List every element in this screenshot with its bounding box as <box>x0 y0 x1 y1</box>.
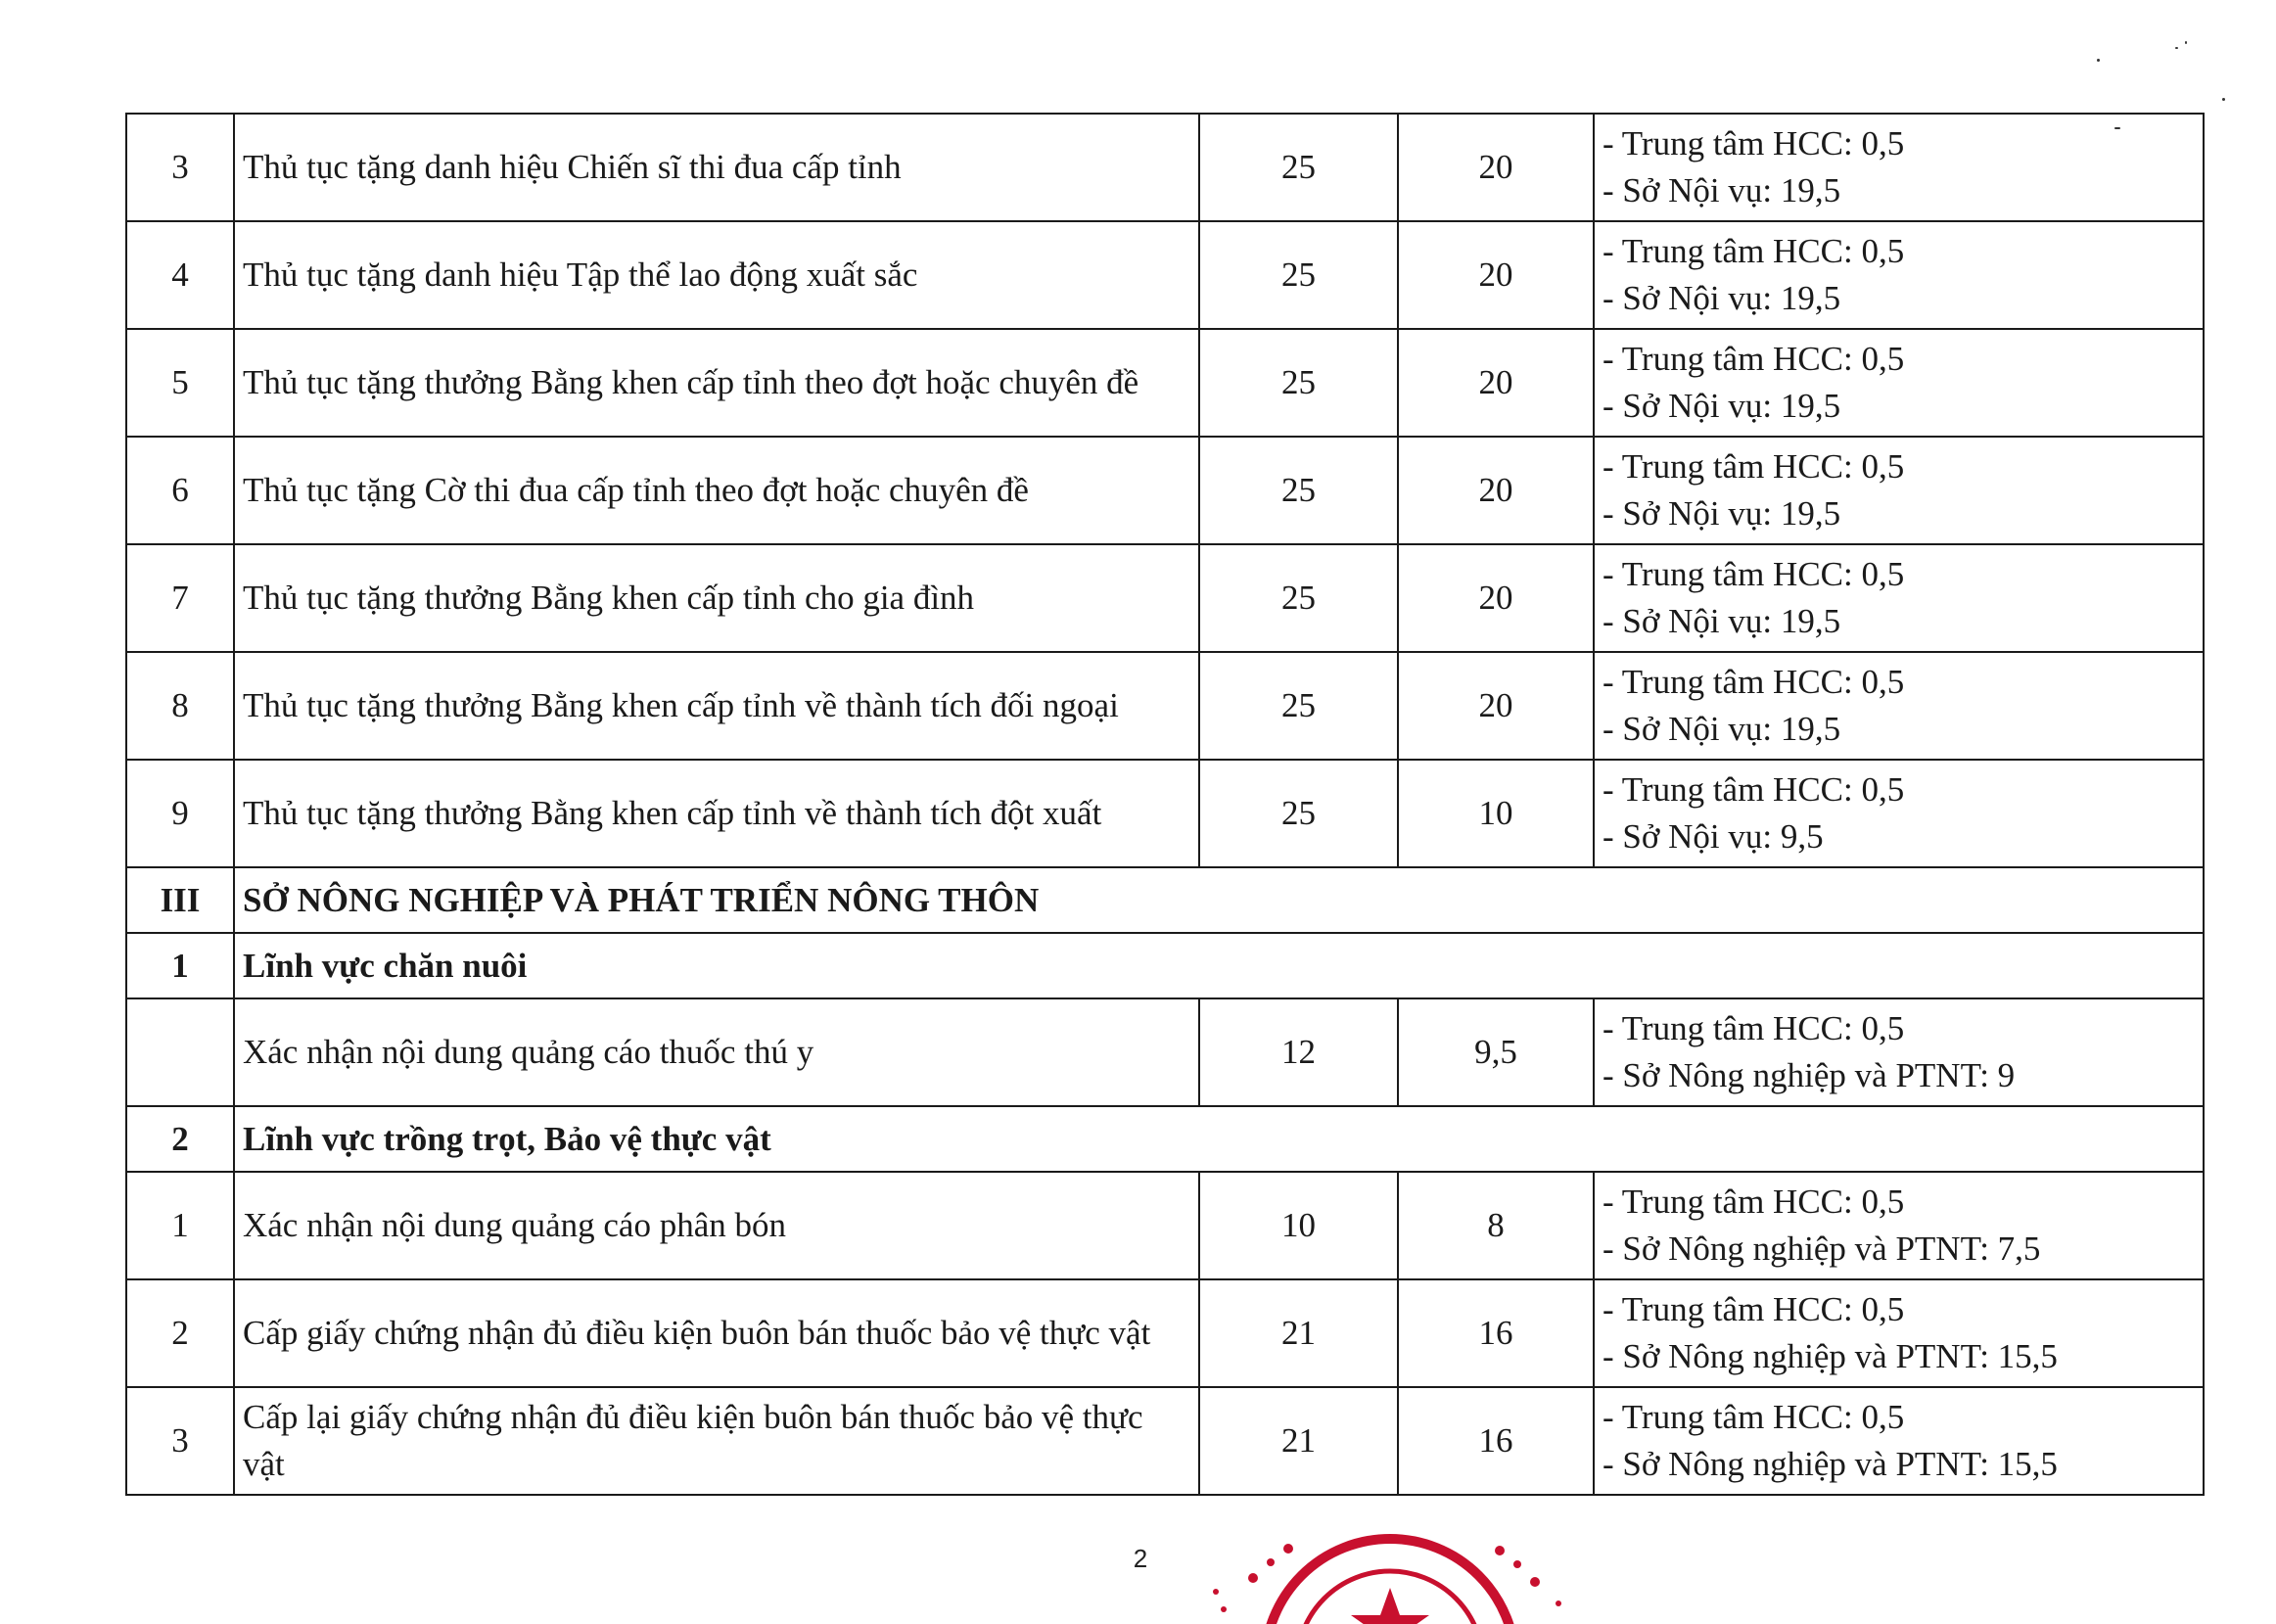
note-line-hcc: - Trung tâm HCC: 0,5 <box>1602 770 1905 809</box>
row-stt: 6 <box>126 437 234 544</box>
total-days: 25 <box>1199 544 1398 652</box>
time-allocation <box>1594 437 2204 544</box>
procedure-name: Xác nhận nội dung quảng cáo thuốc thú y <box>234 998 1199 1106</box>
time-allocation <box>1594 652 2204 760</box>
section-heading-row <box>126 867 2204 933</box>
table-row <box>126 544 2204 652</box>
total-days: 21 <box>1199 1387 1398 1495</box>
scan-speck <box>2175 47 2178 49</box>
row-stt: 3 <box>126 1387 234 1495</box>
reduced-days: 20 <box>1398 221 1594 329</box>
row-stt: 4 <box>126 221 234 329</box>
total-days: 25 <box>1199 114 1398 221</box>
total-days: 21 <box>1199 1279 1398 1387</box>
procedure-name: Cấp lại giấy chứng nhận đủ điều kiện buôn bán thuốc bảo vệ thực vật <box>234 1387 1199 1495</box>
reduced-days: 20 <box>1398 437 1594 544</box>
reduced-days: 9,5 <box>1398 998 1594 1106</box>
table-row <box>126 1279 2204 1387</box>
row-stt: 8 <box>126 652 234 760</box>
scan-speck <box>2114 127 2120 129</box>
field-number: 2 <box>126 1106 234 1172</box>
time-allocation <box>1594 544 2204 652</box>
row-stt: 9 <box>126 760 234 867</box>
note-line-dept: - Sở Nông nghiệp và PTNT: 9 <box>1602 1056 2016 1094</box>
procedure-name: Thủ tục tặng danh hiệu Tập thể lao động xuất sắc <box>234 221 1199 329</box>
reduced-days: 20 <box>1398 329 1594 437</box>
table-row <box>126 1172 2204 1279</box>
procedure-name: Xác nhận nội dung quảng cáo phân bón <box>234 1172 1199 1279</box>
note-line-dept: - Sở Nội vụ: 19,5 <box>1602 494 1841 533</box>
note-line-dept: - Sở Nội vụ: 19,5 <box>1602 602 1841 640</box>
total-days: 25 <box>1199 437 1398 544</box>
note-line-hcc: - Trung tâm HCC: 0,5 <box>1602 447 1905 486</box>
time-allocation <box>1594 760 2204 867</box>
procedure-name: Thủ tục tặng Cờ thi đua cấp tỉnh theo đợt hoặc chuyên đề <box>234 437 1199 544</box>
note-line-dept: - Sở Nội vụ: 9,5 <box>1602 817 1824 856</box>
note-line-dept: - Sở Nội vụ: 19,5 <box>1602 387 1841 425</box>
time-allocation <box>1594 221 2204 329</box>
procedure-name: Thủ tục tặng thưởng Bằng khen cấp tỉnh về thành tích đối ngoại <box>234 652 1199 760</box>
table-row <box>126 114 2204 221</box>
reduced-days: 16 <box>1398 1387 1594 1495</box>
table-row <box>126 329 2204 437</box>
procedures-table <box>125 113 2205 1496</box>
table-row <box>126 1387 2204 1495</box>
row-stt: 3 <box>126 114 234 221</box>
field-title: Lĩnh vực chăn nuôi <box>234 933 2204 998</box>
procedure-name: Thủ tục tặng thưởng Bằng khen cấp tỉnh cho gia đình <box>234 544 1199 652</box>
note-line-dept: - Sở Nông nghiệp và PTNT: 15,5 <box>1602 1445 2058 1483</box>
note-line-hcc: - Trung tâm HCC: 0,5 <box>1602 340 1905 378</box>
time-allocation <box>1594 1387 2204 1495</box>
note-line-dept: - Sở Nội vụ: 19,5 <box>1602 279 1841 317</box>
scan-speck <box>2222 98 2225 101</box>
note-line-hcc: - Trung tâm HCC: 0,5 <box>1602 1183 1905 1221</box>
total-days: 12 <box>1199 998 1398 1106</box>
time-allocation <box>1594 998 2204 1106</box>
reduced-days: 20 <box>1398 544 1594 652</box>
procedure-name: Thủ tục tặng danh hiệu Chiến sĩ thi đua cấp tỉnh <box>234 114 1199 221</box>
field-heading-row <box>126 933 2204 998</box>
procedure-name: Cấp giấy chứng nhận đủ điều kiện buôn bán thuốc bảo vệ thực vật <box>234 1279 1199 1387</box>
total-days: 25 <box>1199 329 1398 437</box>
time-allocation <box>1594 114 2204 221</box>
note-line-hcc: - Trung tâm HCC: 0,5 <box>1602 555 1905 593</box>
row-stt <box>126 998 234 1106</box>
reduced-days: 16 <box>1398 1279 1594 1387</box>
row-stt: 2 <box>126 1279 234 1387</box>
total-days: 25 <box>1199 760 1398 867</box>
row-stt: 5 <box>126 329 234 437</box>
note-line-hcc: - Trung tâm HCC: 0,5 <box>1602 663 1905 701</box>
reduced-days: 20 <box>1398 652 1594 760</box>
time-allocation <box>1594 1172 2204 1279</box>
note-line-dept: - Sở Nông nghiệp và PTNT: 15,5 <box>1602 1337 2058 1375</box>
procedure-name: Thủ tục tặng thưởng Bằng khen cấp tỉnh theo đợt hoặc chuyên đề <box>234 329 1199 437</box>
note-line-dept: - Sở Nông nghiệp và PTNT: 7,5 <box>1602 1230 2041 1268</box>
table-row <box>126 760 2204 867</box>
scan-speck <box>2097 59 2100 62</box>
total-days: 25 <box>1199 221 1398 329</box>
note-line-hcc: - Trung tâm HCC: 0,5 <box>1602 1398 1905 1436</box>
reduced-days: 20 <box>1398 114 1594 221</box>
note-line-hcc: - Trung tâm HCC: 0,5 <box>1602 1290 1905 1328</box>
total-days: 10 <box>1199 1172 1398 1279</box>
table-row <box>126 998 2204 1106</box>
section-title: SỞ NÔNG NGHIỆP VÀ PHÁT TRIỂN NÔNG THÔN <box>234 867 2204 933</box>
field-title: Lĩnh vực trồng trọt, Bảo vệ thực vật <box>234 1106 2204 1172</box>
table-row <box>126 221 2204 329</box>
scan-speck <box>2185 41 2187 44</box>
note-line-dept: - Sở Nội vụ: 19,5 <box>1602 171 1841 209</box>
note-line-dept: - Sở Nội vụ: 19,5 <box>1602 710 1841 748</box>
table-row <box>126 437 2204 544</box>
procedure-name: Thủ tục tặng thưởng Bằng khen cấp tỉnh về thành tích đột xuất <box>234 760 1199 867</box>
note-line-hcc: - Trung tâm HCC: 0,5 <box>1602 232 1905 270</box>
reduced-days: 10 <box>1398 760 1594 867</box>
red-seal-stamp-icon <box>1194 1527 1605 1624</box>
time-allocation <box>1594 329 2204 437</box>
page-number: 2 <box>1133 1544 1148 1573</box>
row-stt: 7 <box>126 544 234 652</box>
note-line-hcc: - Trung tâm HCC: 0,5 <box>1602 1009 1905 1047</box>
field-heading-row <box>126 1106 2204 1172</box>
note-line-hcc: - Trung tâm HCC: 0,5 <box>1602 124 1905 162</box>
field-number: 1 <box>126 933 234 998</box>
reduced-days: 8 <box>1398 1172 1594 1279</box>
time-allocation <box>1594 1279 2204 1387</box>
section-number: III <box>126 867 234 933</box>
total-days: 25 <box>1199 652 1398 760</box>
row-stt: 1 <box>126 1172 234 1279</box>
table-row <box>126 652 2204 760</box>
